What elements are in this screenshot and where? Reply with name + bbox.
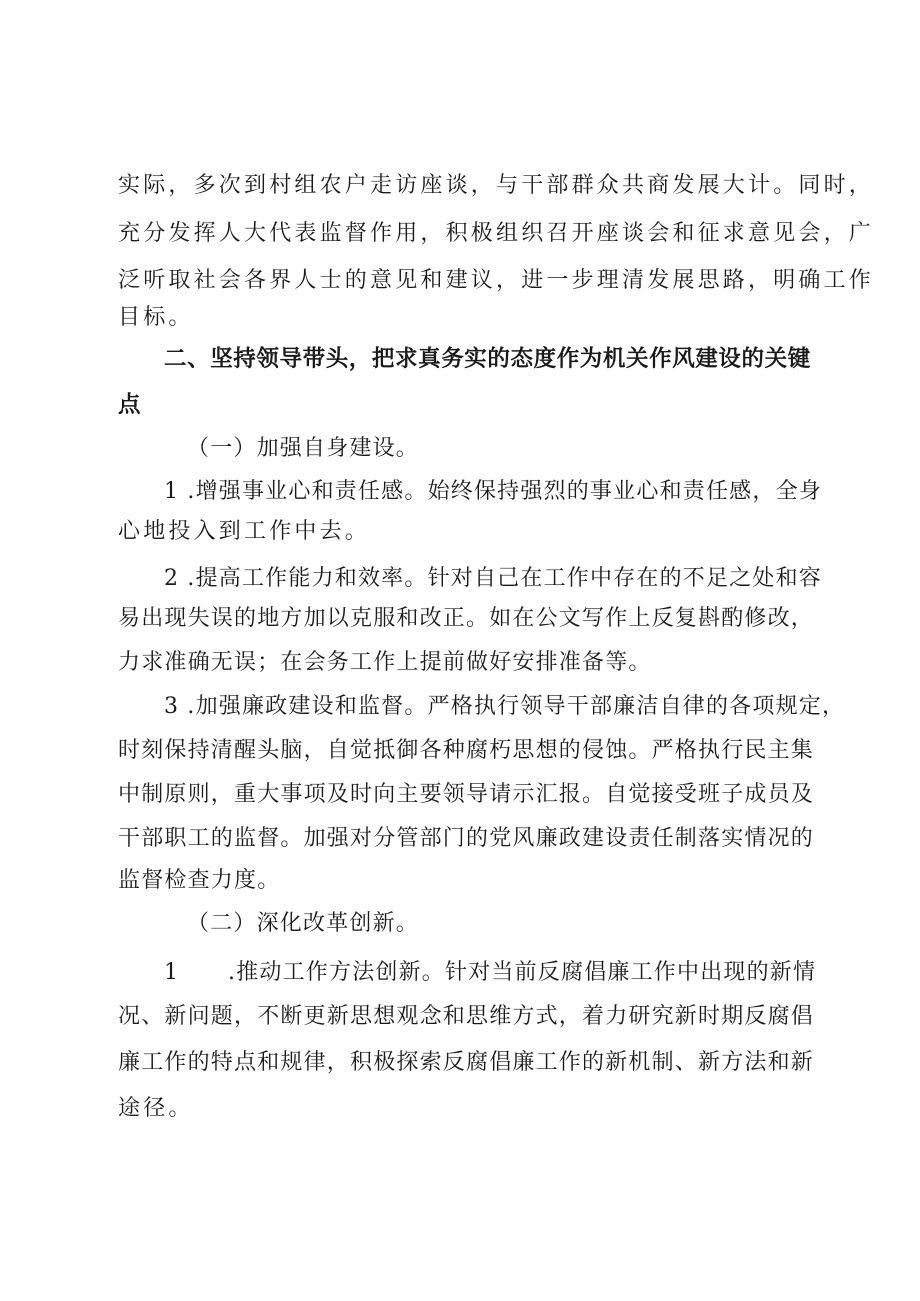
section-heading: 二、坚持领导带头，把求真务实的态度作为机关作风建设的关键: [164, 346, 811, 372]
body-line: 充分发挥人大代表监督作用，积极组织召开座谈会和征求意见会，广: [118, 221, 875, 246]
list-item-line: 2 .提高工作能力和效率。针对自己在工作中存在的不足之处和容: [164, 566, 822, 591]
body-line: 实际，多次到村组农户走访座谈，与干部群众共商发展大计。同时，: [118, 173, 875, 198]
body-line: 监督检查力度。: [118, 868, 281, 893]
body-line: 途径。: [118, 1096, 194, 1121]
list-item-number: 1: [164, 960, 182, 985]
body-line: 廉工作的特点和规律，积极探索反腐倡廉工作的新机制、新方法和新: [118, 1050, 815, 1075]
body-line: 干部职工的监督。加强对分管部门的党风廉政建设责任制落实情况的: [118, 826, 815, 851]
list-item-line: 1 .增强事业心和责任感。始终保持强烈的事业心和责任感，全身: [164, 479, 822, 504]
body-line: 时刻保持清醒头脑，自觉抵御各种腐朽思想的侵蚀。严格执行民主集: [118, 738, 815, 763]
body-line: 目标。: [118, 305, 194, 330]
body-line: 况、新问题，不断更新思想观念和思维方式，着力研究新时期反腐倡: [118, 1004, 815, 1029]
body-line: 泛听取社会各界人士的意见和建议，进一步理清发展思路，明确工作: [118, 268, 875, 293]
subsection-heading: （一）加强自身建设。: [187, 436, 420, 461]
body-line: 心地投入到工作中去。: [118, 519, 371, 544]
list-item-line: 3 .加强廉政建设和监督。严格执行领导干部廉洁自律的各项规定，: [164, 694, 846, 719]
section-heading-continuation: 点: [118, 392, 142, 418]
subsection-heading: （二）深化改革创新。: [187, 911, 420, 936]
body-line: 中制原则，重大事项及时向主要领导请示汇报。自觉接受班子成员及: [118, 782, 815, 807]
body-line: 力求准确无误；在会务工作上提前做好安排准备等。: [118, 650, 652, 675]
body-line: 易出现失误的地方加以克服和改正。如在公文写作上反复斟酌修改，: [118, 606, 815, 631]
list-item-line: .推动工作方法创新。针对当前反腐倡廉工作中出现的新情: [228, 960, 817, 985]
